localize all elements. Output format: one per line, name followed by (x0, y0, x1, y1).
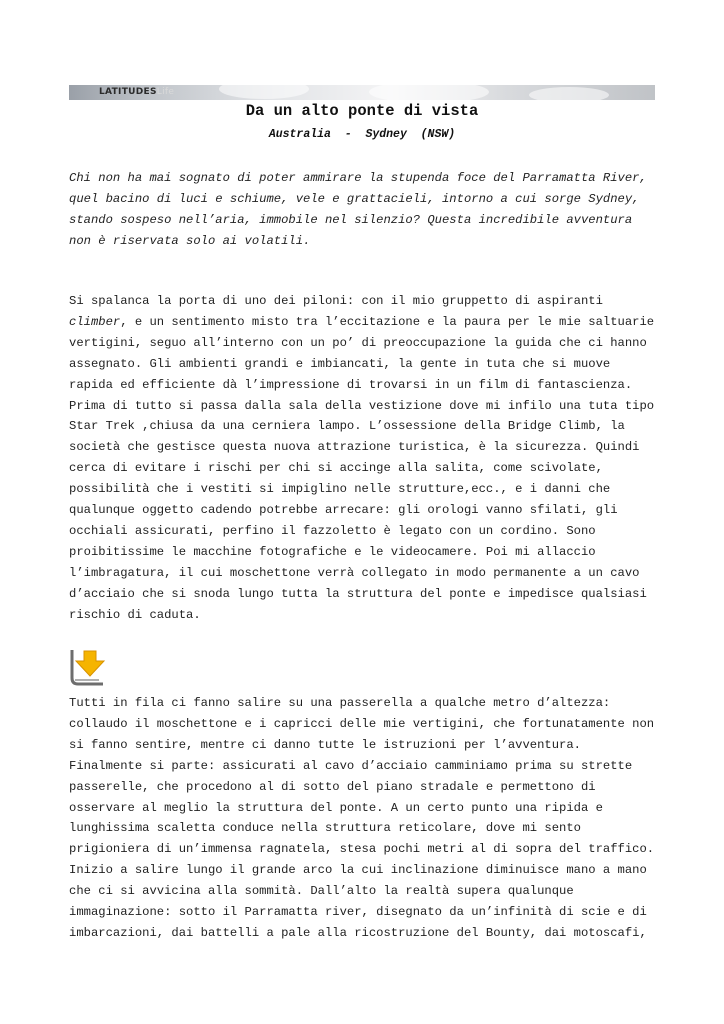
text-line: si fanno sentire, mentre ci danno tutte le istruzioni per l’avventura. (69, 737, 581, 752)
text-line (69, 312, 669, 333)
text-line: l’imbragatura, il cui moschettone verrà collegato in modo permanente a un cavo (69, 565, 640, 580)
text-line: immaginazione: sotto il Parramatta river, disegnato da un’infinità di scie e di (69, 905, 647, 920)
article-title: Da un alto ponte di vista (245, 102, 479, 120)
text-line: prigioniera di un’immensa ragnatela, stesa pochi metri al di sopra del traffico. (69, 842, 655, 857)
text-line: Inizio a salire lungo il grande arco la cui inclinazione diminuisce mano a mano (69, 863, 647, 878)
article-location: Australia - Sydney (NSW) (268, 128, 456, 141)
text-line: Chi non ha mai sognato di poter ammirare la stupenda foce del Parramatta River, (69, 171, 647, 185)
text-line: osservare al meglio la struttura del ponte. A un certo punto una ripida e (69, 800, 603, 815)
text-line: collaudo il moschettone e i capricci delle mie vertigini, che fortunatamente non (69, 716, 655, 731)
text-line: passerelle, che procedono al di sotto del piano stradale e permettono di (69, 779, 596, 794)
text-line: vertigini, seguo all’interno con un po’ di preoccupazione la guida che ci hanno (69, 335, 647, 350)
text-line: rischio di caduta. (69, 607, 201, 622)
download-icon[interactable] (69, 648, 109, 688)
text-line: assegnato. Gli ambienti grandi e imbiancati, la gente in tuta che si muove (69, 356, 611, 371)
text-line: Finalmente si parte: assicurati al cavo d’acciaio camminiamo prima su strette (69, 758, 633, 773)
text-line: rapida ed efficiente dà l’impressione di trovarsi in un film di fantascienza. (69, 377, 633, 392)
text-line: che ci si avvicina alla sommità. Dall’alto la realtà supera qualunque (69, 884, 574, 899)
text-line: proibitissime le macchine fotografiche e le videocamere. Poi mi allaccio (69, 544, 596, 559)
body-paragraph-2 (69, 693, 669, 944)
emphasis: climber (69, 314, 121, 329)
text-line: qualunque oggetto cadendo potrebbe arrecare: gli orologi vanno sfilati, gli (69, 503, 618, 518)
body-paragraph-1 (69, 291, 669, 626)
text-line: imbarcazioni, dai battelli a pale alla ricostruzione del Bounty, dai motoscafi, (69, 925, 647, 940)
text-line: società che gestisce questa nuova attrazione turistica, è la sicurezza. Quindi (69, 440, 640, 455)
text-line: Prima di tutto si passa dalla sala della vestizione dove mi infilo una tuta tipo (69, 398, 655, 413)
text-line: non è riservata solo ai volatili. (69, 233, 311, 248)
header-banner (69, 85, 655, 100)
text-fragment: , e un sentimento misto tra l’eccitazione e la paura per le mie saltuarie (120, 314, 655, 329)
text-line: Star Trek ,chiusa da una cerniera lampo. L’ossessione della Bridge Climb, la (69, 419, 625, 434)
text-line: possibilità che i vestiti si impiglino nelle strutture,ecc., e i danni che (69, 482, 611, 497)
text-line: Si spalanca la porta di uno dei piloni: con il mio gruppetto di aspiranti (69, 294, 603, 308)
text-line: d’acciaio che si snoda lungo tutta la struttura del ponte e impedisce qualsiasi (69, 586, 647, 601)
text-line: cerca di evitare i rischi per chi si accinge alla salita, come scivolate, (69, 461, 603, 476)
text-line: lunghissima scaletta conduce nella struttura reticolare, dove mi sento (69, 821, 581, 836)
text-line: occhiali assicurati, perfino il fazzoletto è legato con un cordino. Sono (69, 523, 596, 538)
text-line: quel bacino di luci e schiume, vele e grattacieli, intorno a cui sorge Sydney, (69, 191, 640, 206)
site-logo[interactable]: LATITUDESLife (99, 87, 175, 97)
lead-paragraph (69, 168, 669, 252)
text-line: stando sospeso nell’aria, immobile nel silenzio? Questa incredibile avventura (69, 212, 633, 227)
text-line: Tutti in fila ci fanno salire su una passerella a qualche metro d’altezza: (69, 696, 611, 710)
